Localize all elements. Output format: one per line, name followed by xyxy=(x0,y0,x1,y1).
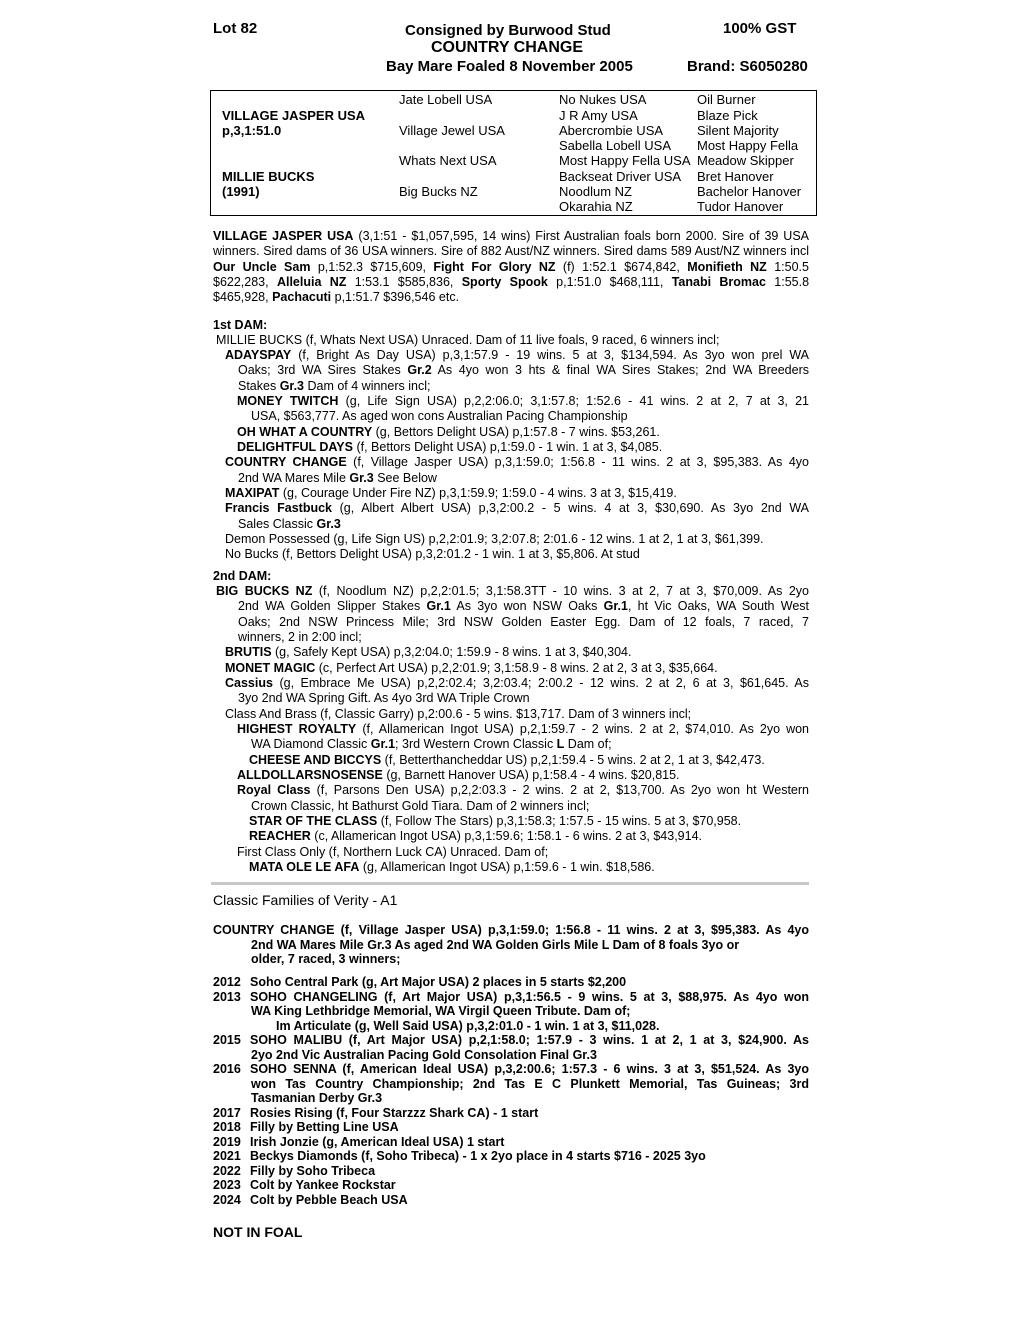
progeny-entry: STAR OF THE CLASS (f, Follow The Stars) p,3,1:58.3; 1:57.5 - 15 wins. 5 at 3, $70,958. xyxy=(249,814,742,828)
pedigree-dam: MILLIE BUCKS xyxy=(222,169,315,184)
progeny-entry: OH WHAT A COUNTRY (g, Bettors Delight USA) p,1:57.8 - 7 wins. $53,261. xyxy=(237,425,660,439)
pedigree-gen4: Most Happy Fella xyxy=(697,138,799,153)
progeny-year-cont: 2yo 2nd Vic Australian Pacing Gold Consolation Final Gr.3 xyxy=(251,1048,597,1062)
progeny-entry: REACHER (c, Allamerican Ingot USA) p,3,1:59.6; 1:58.1 - 6 wins. 2 at 3, $43,914. xyxy=(249,829,703,843)
progeny-entry-cont: Stakes Gr.3 Dam of 4 winners incl; xyxy=(238,379,431,393)
horse-name: COUNTRY CHANGE xyxy=(431,39,584,56)
first-dam-line: MILLIE BUCKS (f, Whats Next USA) Unraced. Dam of 11 live foals, 9 raced, 6 winners incl; xyxy=(216,333,720,347)
horse-description: Bay Mare Foaled 8 November 2005 xyxy=(386,58,633,75)
progeny-entry: CHEESE AND BICCYS (f, Betterthancheddar US) p,2,1:59.4 - 5 wins. 2 at 2, 1 at 3, $42,473. xyxy=(249,753,765,767)
pedigree-dam-year: (1991) xyxy=(222,184,260,199)
progeny-year-row: 2013 SOHO CHANGELING (f, Art Major USA) p,3,1:56.5 - 9 wins. 5 at 3, $88,975. As 4yo won xyxy=(213,990,809,1004)
progeny-entry-cont: 3yo 2nd WA Spring Gift. As 4yo 3rd WA Triple Crown xyxy=(238,691,530,705)
progeny-year-cont: won Tas Country Championship; 2nd Tas E C Plunkett Memorial, Tas Guineas; 3rd xyxy=(251,1077,809,1091)
progeny-entry-cont: WA Diamond Classic Gr.1; 3rd Western Crown Classic L Dam of; xyxy=(251,737,612,751)
pedigree-gen3: No Nukes USA xyxy=(559,92,647,107)
pedigree-gen3: Sabella Lobell USA xyxy=(559,138,672,153)
progeny-year-row: 2023 Colt by Yankee Rockstar xyxy=(213,1178,396,1192)
progeny-year-row: 2024 Colt by Pebble Beach USA xyxy=(213,1193,408,1207)
second-dam-cont: 2nd WA Golden Slipper Stakes Gr.1 As 3yo won NSW Oaks Gr.1, ht Vic Oaks, WA South West xyxy=(238,599,809,613)
progeny-entry-cont: Sales Classic Gr.3 xyxy=(238,517,341,531)
progeny-year-row: 2012 Soho Central Park (g, Art Major USA) 2 places in 5 starts $2,200 xyxy=(213,975,627,989)
pedigree-gen3: Abercrombie USA xyxy=(559,123,664,138)
progeny-entry: Royal Class (f, Parsons Den USA) p,2,2:03.3 - 2 wins. 2 at 2, $13,700. As 2yo won ht Western xyxy=(237,783,809,797)
first-dam-heading: 1st DAM: xyxy=(213,318,268,332)
pedigree-gen4: Silent Majority xyxy=(697,123,779,138)
pedigree-gen4: Meadow Skipper xyxy=(697,153,794,168)
mare-summary-cont: 2nd WA Mares Mile Gr.3 As aged 2nd WA Golden Girls Mile L Dam of 8 foals 3yo or xyxy=(251,938,740,952)
progeny-year-cont: Im Articulate (g, Well Said USA) p,3,2:01.0 - 1 win. 1 at 3, $11,028. xyxy=(276,1019,660,1033)
pedigree-gen3: Noodlum NZ xyxy=(559,184,632,199)
progeny-entry-cont: 2nd WA Mares Mile Gr.3 See Below xyxy=(238,471,437,485)
progeny-year-row: 2022 Filly by Soho Tribeca xyxy=(213,1164,376,1178)
progeny-entry: ADAYSPAY (f, Bright As Day USA) p,3,1:57.9 - 19 wins. 5 at 3, $134,594. As 3yo won prel WA xyxy=(225,348,809,362)
progeny-entry: MONET MAGIC (c, Perfect Art USA) p,2,2:01.9; 3,1:58.9 - 8 wins. 2 at 2, 3 at 3, $35,664. xyxy=(225,661,718,675)
progeny-year-row: 2019 Irish Jonzie (g, American Ideal USA) 1 start xyxy=(213,1135,505,1149)
consignor: Consigned by Burwood Stud xyxy=(405,22,611,39)
progeny-entry: Class And Brass (f, Classic Garry) p,2:00.6 - 5 wins. $13,717. Dam of 3 winners incl; xyxy=(225,707,692,721)
pedigree-gen3: Most Happy Fella USA xyxy=(559,153,691,168)
progeny-year-row: 2018 Filly by Betting Line USA xyxy=(213,1120,399,1134)
pedigree-gen2: Big Bucks NZ xyxy=(399,184,478,199)
progeny-entry-cont: Oaks; 3rd WA Sires Stakes Gr.2 As 4yo won 3 hts & final WA Sires Stakes; 2nd WA Breeders xyxy=(238,363,809,377)
progeny-year-row: 2016 SOHO SENNA (f, American Ideal USA) p,3,2:00.6; 1:57.3 - 6 wins. 3 at 3, $51,524. As 3yo xyxy=(213,1062,809,1076)
progeny-entry: HIGHEST ROYALTY (f, Allamerican Ingot USA) p,2,1:59.7 - 2 wins. 2 at 2, $74,010. As 2yo won xyxy=(237,722,809,736)
second-dam-line: BIG BUCKS NZ (f, Noodlum NZ) p,2,2:01.5; 3,1:58.3TT - 10 wins. 3 at 2, 7 at 3, $70,009. As 2yo xyxy=(216,584,810,598)
progeny-year-cont: WA King Lethbridge Memorial, WA Virgil Queen Tribute. Dam of; xyxy=(251,1004,631,1018)
pedigree-gen4: Bret Hanover xyxy=(697,169,774,184)
progeny-year-row: 2015 SOHO MALIBU (f, Art Major USA) p,2,1:58.0; 1:57.9 - 3 wins. 1 at 2, 1 at 3, $24,900. As xyxy=(213,1033,809,1047)
section-divider xyxy=(211,882,809,885)
pedigree-gen3: J R Amy USA xyxy=(559,108,638,123)
progeny-entry: MAXIPAT (g, Courage Under Fire NZ) p,3,1:59.9; 1:59.0 - 4 wins. 3 at 3, $15,419. xyxy=(225,486,677,500)
pedigree-gen4: Blaze Pick xyxy=(697,108,758,123)
progeny-year-row: 2021 Beckys Diamonds (f, Soho Tribeca) - 1 x 2yo place in 4 starts $716 - 2025 3yo xyxy=(213,1149,706,1163)
pedigree-sire: VILLAGE JASPER USA xyxy=(222,108,366,123)
lot-number: Lot 82 xyxy=(213,20,258,37)
progeny-entry-cont: Crown Classic, ht Bathurst Gold Tiara. Dam of 2 winners incl; xyxy=(251,799,590,813)
pedigree-gen4: Tudor Hanover xyxy=(697,199,784,214)
pedigree-gen2: Whats Next USA xyxy=(399,153,497,168)
progeny-entry-cont: USA, $563,777. As aged won cons Australian Pacing Championship xyxy=(251,409,628,423)
sire-paragraph: VILLAGE JASPER USA (3,1:51 - $1,057,595, 14 wins) First Australian foals born 2000. Sire of 39 USA winners. Sired dams of 36 USA winners. Sire of 882 Aust/NZ winners. Sired dams 589 Aust/NZ winners incl Our Uncle Sam p,1:52.3 $715,609, Fight For Glory NZ (f) 1:52.1 $674,842, Monifieth NZ 1:50.5 $622,283, Alleluia NZ 1:53.1 $585,836, Sporty Spook p,1:51.0 $468,111, Tanabi Bromac 1:55.8 $465,928, Pachacuti p,1:51.7 $396,546 etc. xyxy=(213,229,810,305)
brand: Brand: S6050280 xyxy=(687,58,808,75)
progeny-entry: COUNTRY CHANGE (f, Village Jasper USA) p,3,1:59.0; 1:56.8 - 11 wins. 2 at 3, $95,383. As 4yo xyxy=(225,455,809,469)
gst-label: 100% GST xyxy=(723,20,797,37)
pedigree-gen4: Oil Burner xyxy=(697,92,756,107)
second-dam-cont: winners, 2 in 2:00 incl; xyxy=(238,630,362,644)
progeny-entry: DELIGHTFUL DAYS (f, Bettors Delight USA) p,1:59.0 - 1 win. 1 at 3, $4,085. xyxy=(237,440,663,454)
progeny-entry: BRUTIS (g, Safely Kept USA) p,3,2:04.0; 1:59.9 - 8 wins. 1 at 3, $40,304. xyxy=(225,645,632,659)
pedigree-gen3: Okarahia NZ xyxy=(559,199,633,214)
mare-summary: COUNTRY CHANGE (f, Village Jasper USA) p,3,1:59.0; 1:56.8 - 11 wins. 2 at 3, $95,383. As 4yo xyxy=(213,923,809,937)
progeny-year-cont: Tasmanian Derby Gr.3 xyxy=(251,1091,383,1105)
mare-summary-cont: older, 7 raced, 3 winners; xyxy=(251,952,401,966)
progeny-entry: MATA OLE LE AFA (g, Allamerican Ingot USA) p,1:59.6 - 1 win. $18,586. xyxy=(249,860,655,874)
pedigree-gen2: Village Jewel USA xyxy=(399,123,505,138)
progeny-year-row: 2017 Rosies Rising (f, Four Starzzz Shark CA) - 1 start xyxy=(213,1106,539,1120)
progeny-entry: Francis Fastbuck (g, Albert Albert USA) p,3,2:00.2 - 5 wins. 4 at 3, $30,690. As 3yo 2nd WA xyxy=(225,501,809,515)
pedigree-gen3: Backseat Driver USA xyxy=(559,169,682,184)
foal-status: NOT IN FOAL xyxy=(213,1224,303,1240)
pedigree-gen2: Jate Lobell USA xyxy=(399,92,493,107)
progeny-entry: First Class Only (f, Northern Luck CA) Unraced. Dam of; xyxy=(237,845,549,859)
progeny-entry: MONEY TWITCH (g, Life Sign USA) p,2,2:06.0; 3,1:57.8; 1:52.6 - 41 wins. 2 at 2, 7 at 3, 21 xyxy=(237,394,809,408)
progeny-entry: No Bucks (f, Bettors Delight USA) p,3,2:01.2 - 1 win. 1 at 3, $5,806. At stud xyxy=(225,547,640,561)
second-dam-cont: Oaks; 2nd NSW Princess Mile; 3rd NSW Golden Easter Egg. Dam of 12 foals, 7 raced, 7 xyxy=(238,615,809,629)
family-heading: Classic Families of Verity - A1 xyxy=(213,892,398,908)
second-dam-heading: 2nd DAM: xyxy=(213,569,272,583)
progeny-entry: Cassius (g, Embrace Me USA) p,2,2:02.4; 3,2:03.4; 2:00.2 - 12 wins. 2 at 2, 6 at 3, $61,645. As xyxy=(225,676,809,690)
progeny-entry: Demon Possessed (g, Life Sign US) p,2,2:01.9; 3,2:07.8; 2:01.6 - 12 wins. 1 at 2, 1 at 3, $61,399. xyxy=(225,532,764,546)
pedigree-gen4: Bachelor Hanover xyxy=(697,184,802,199)
pedigree-sire-record: p,3,1:51.0 xyxy=(222,123,282,138)
progeny-entry: ALLDOLLARSNOSENSE (g, Barnett Hanover USA) p,1:58.4 - 4 wins. $20,815. xyxy=(237,768,680,782)
